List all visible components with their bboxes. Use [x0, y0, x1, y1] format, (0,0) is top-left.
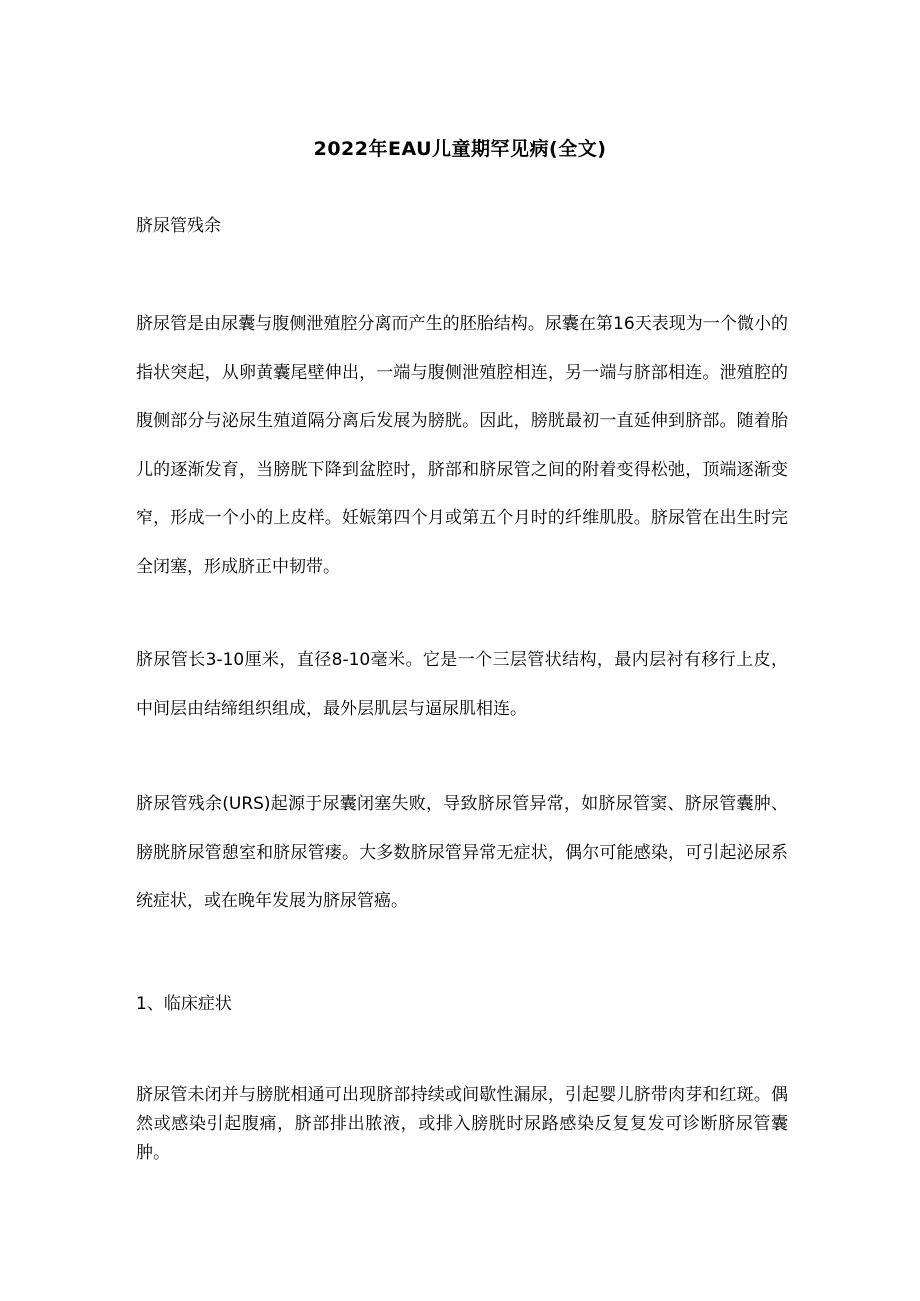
subsection-heading: 1、临床症状: [136, 994, 232, 1014]
paragraph-urachal-remnants: 脐尿管残余(URS)起源于尿囊闭塞失败，导致脐尿管异常，如脐尿管窦、脐尿管囊肿、膀胱脐尿管憩室和脐尿管瘘。大多数脐尿管异常无症状，偶尔可能感染，可引起泌尿系统症状，或在晚年发展为脐尿管癌。: [136, 794, 788, 911]
paragraph-embryology: 脐尿管是由尿囊与腹侧泄殖腔分离而产生的胚胎结构。尿囊在第16天表现为一个微小的指状突起，从卵黄囊尾壁伸出，一端与腹侧泄殖腔相连，另一端与脐部相连。泄殖腔的腹侧部分与泌尿生殖道隔分离后发展为膀胱。因此，膀胱最初一直延伸到脐部。随着胎儿的逐渐发育，当膀胱下降到盆腔时，脐部和脐尿管之间的附着变得松弛，顶端逐渐变窄，形成一个小的上皮样。妊娠第四个月或第五个月时的纤维肌股。脐尿管在出生时完全闭塞，形成脐正中韧带。: [136, 314, 788, 577]
document-title: 2022年EAU儿童期罕见病(全文): [313, 137, 607, 160]
section-heading: 脐尿管残余: [136, 216, 221, 236]
paragraph-anatomy: 脐尿管长3-10厘米，直径8-10毫米。它是一个三层管状结构，最内层衬有移行上皮，中间层由结缔组织组成，最外层肌层与逼尿肌相连。: [136, 650, 788, 719]
paragraph-clinical-symptoms: 脐尿管未闭并与膀胱相通可出现脐部持续或间歇性漏尿，引起婴儿脐带肉芽和红斑。偶然或感染引起腹痛，脐部排出脓液，或排入膀胱时尿路感染反复复发可诊断脐尿管囊肿。: [136, 1085, 788, 1163]
